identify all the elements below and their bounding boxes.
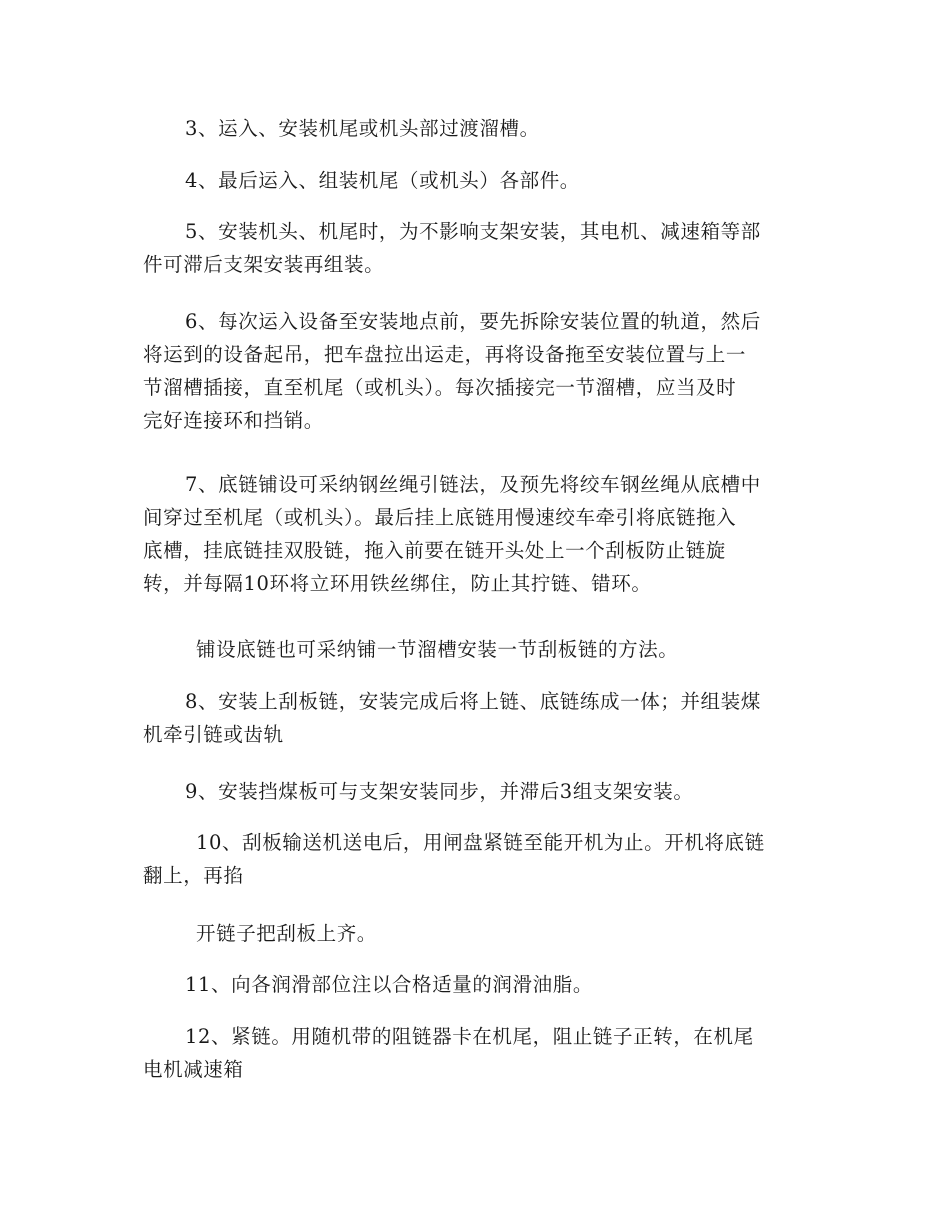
- paragraph-step-3: [143, 112, 808, 145]
- paragraph-step-5: [143, 215, 808, 281]
- text-line: 12、紧链。用随机带的阻链器卡在机尾，阻止链子正转，在机尾: [185, 1025, 754, 1048]
- text-line: 5、安装机头、机尾时，为不影响支架安装，其电机、减速箱等部: [185, 220, 761, 243]
- text-line: 转，并每隔10环将立环用铁丝绑住，防止其拧链、错环。: [143, 572, 652, 595]
- text-line: 底槽，挂底链挂双股链，拖入前要在链开头处上一个刮板防止链旋: [143, 539, 726, 562]
- paragraph-step-6: [143, 305, 808, 437]
- paragraph-step-7: [143, 468, 808, 600]
- text-line: 铺设底链也可采纳铺一节溜槽安装一节刮板链的方法。: [196, 638, 679, 661]
- text-line: 将运到的设备起吊，把车盘拉出运走，再将设备拖至安装位置与上一: [143, 343, 747, 366]
- paragraph-step-7-note: [143, 633, 808, 666]
- text-line: 完好连接环和挡销。: [143, 409, 324, 432]
- text-line: 4、最后运入、组装机尾（或机头）各部件。: [185, 169, 580, 192]
- text-line: 8、安装上刮板链，安装完成后将上链、底链练成一体；并组装煤: [185, 690, 761, 713]
- paragraph-step-4: [143, 164, 808, 197]
- text-line: 7、底链铺设可采纳钢丝绳引链法，及预先将绞车钢丝绳从底槽中: [185, 473, 761, 496]
- text-line: 节溜槽插接，直至机尾（或机头）。每次插接完一节溜槽，应当及时: [143, 376, 737, 399]
- text-line: 机牵引链或齿轨: [143, 723, 284, 746]
- text-line: 翻上，再掐: [143, 864, 244, 887]
- text-line: 3、运入、安装机尾或机头部过渡溜槽。: [185, 117, 540, 140]
- paragraph-step-10-continued: [143, 917, 808, 950]
- text-line: 开链子把刮板上齐。: [196, 922, 377, 945]
- paragraph-step-11: [143, 968, 808, 1001]
- text-line: 9、安装挡煤板可与支架安装同步，并滞后3组支架安装。: [185, 780, 694, 803]
- text-line: 11、向各润滑部位注以合格适量的润滑油脂。: [185, 973, 593, 996]
- text-line: 件可滞后支架安装再组装。: [143, 253, 385, 276]
- text-line: 10、刮板输送机送电后，用闸盘紧链至能开机为止。开机将底链: [196, 831, 765, 854]
- paragraph-step-12: [143, 1020, 808, 1086]
- paragraph-step-9: [143, 775, 808, 808]
- text-line: 电机减速箱: [143, 1058, 244, 1081]
- paragraph-step-10: [143, 826, 808, 892]
- text-line: 间穿过至机尾（或机头）。最后挂上底链用慢速绞车牵引将底链拖入: [143, 506, 737, 529]
- paragraph-step-8: [143, 685, 808, 751]
- text-line: 6、每次运入设备至安装地点前，要先拆除安装位置的轨道，然后: [185, 310, 761, 333]
